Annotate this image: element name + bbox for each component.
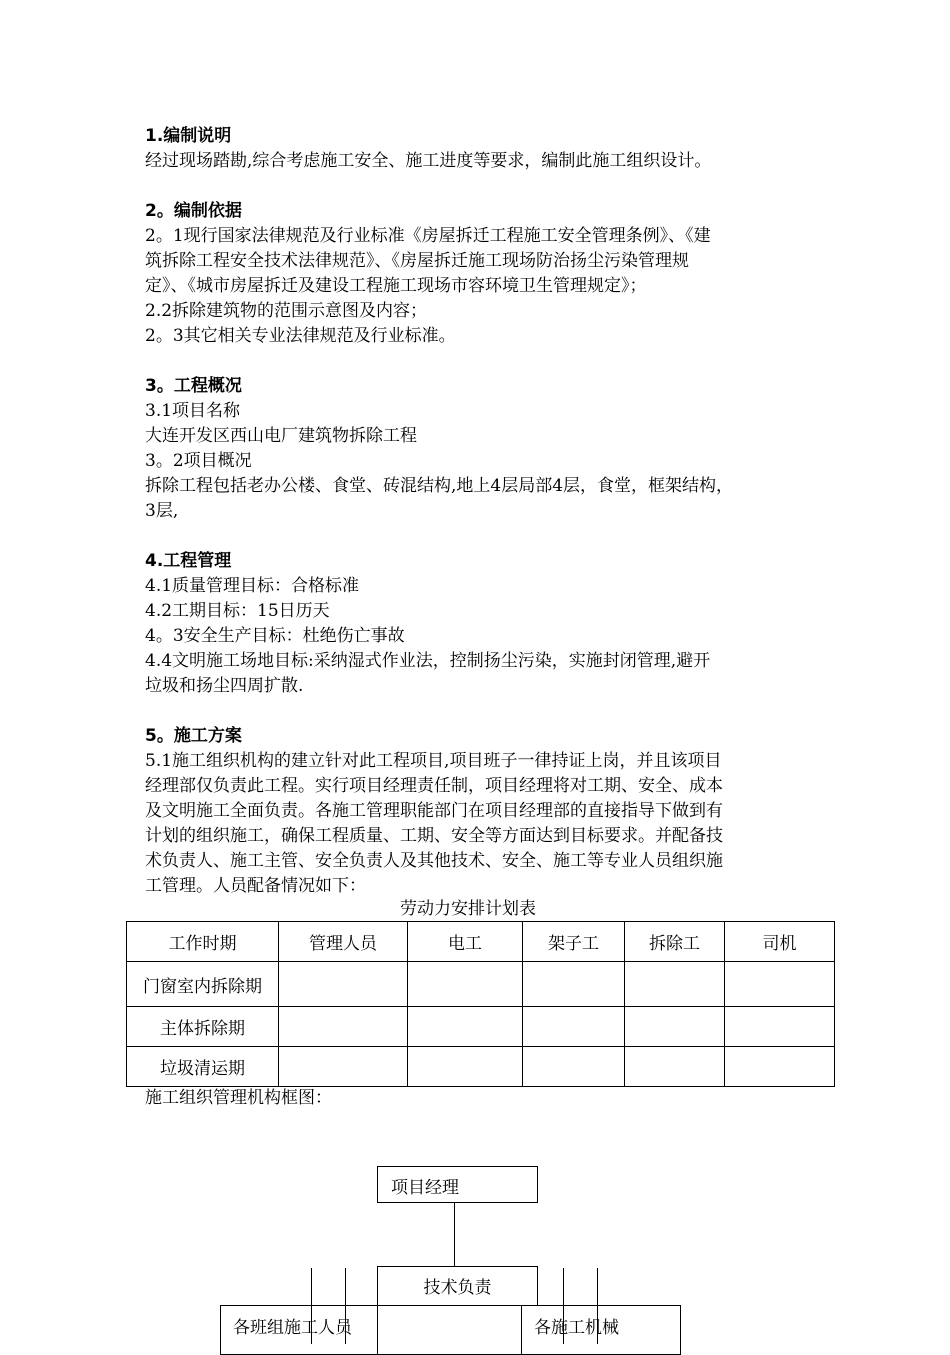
paragraph-line: 2.2拆除建筑物的范围示意图及内容；: [145, 301, 428, 321]
table-cell: [625, 1047, 725, 1087]
table-header-row: [127, 922, 835, 962]
section-heading: 4.工程管理: [145, 551, 232, 571]
org-box-center: [377, 1305, 522, 1355]
org-box-label: 技术负责: [423, 1278, 492, 1298]
table-title: 劳动力安排计划表: [400, 899, 536, 919]
paragraph-line: 4.4文明施工场地目标:采纳湿式作业法，控制扬尘污染，实施封闭管理,避开: [145, 651, 711, 671]
table-cell: 门窗室内拆除期: [127, 962, 279, 1007]
section-heading: 5。施工方案: [145, 726, 242, 746]
paragraph-line: 3.1项目名称: [145, 401, 241, 421]
paragraph-line: 拆除工程包括老办公楼、食堂、砖混结构,地上4层局部4层，食堂，框架结构，: [145, 476, 734, 496]
paragraph-line: 定》、《城市房屋拆迁及建设工程施工现场市容环境卫生管理规定》；: [145, 276, 647, 296]
table-cell: [625, 1007, 725, 1047]
org-box-machinery: [521, 1305, 681, 1355]
paragraph-line: 4.2工期目标：15日历天: [145, 601, 330, 621]
paragraph-line: 5.1施工组织机构的建立针对此工程项目,项目班子一律持证上岗，并且该项目: [145, 751, 722, 771]
paragraph-line: 术负责人、施工主管、安全负责人及其他技术、安全、施工等专业人员组织施: [145, 851, 723, 871]
paragraph-line: 大连开发区西山电厂建筑物拆除工程: [145, 426, 417, 446]
table-header-cell: 工作时期: [127, 922, 279, 962]
table-cell: [408, 962, 523, 1007]
paragraph-line: 筑拆除工程安全技术法律规范》、《房屋拆迁施工现场防治扬尘污染管理规: [145, 251, 689, 271]
paragraph-line: 3。2项目概况: [145, 451, 252, 471]
table-cell: [523, 962, 625, 1007]
table-header-cell: 拆除工: [625, 922, 725, 962]
table-cell: [625, 962, 725, 1007]
section-heading: 2。编制依据: [145, 201, 242, 221]
table-row: [127, 1047, 835, 1087]
table-cell: [725, 1047, 835, 1087]
table-cell: [523, 1047, 625, 1087]
table-cell: 主体拆除期: [127, 1007, 279, 1047]
table-cell: [408, 1007, 523, 1047]
paragraph-line: 经理部仅负责此工程。实行项目经理责任制，项目经理将对工期、安全、成本: [145, 776, 723, 796]
paragraph-line: 工管理。人员配备情况如下：: [145, 876, 366, 896]
section-heading: 1.编制说明: [145, 126, 232, 146]
table-cell: [279, 962, 408, 1007]
table-cell: [279, 1007, 408, 1047]
org-box-project-manager: [377, 1166, 538, 1203]
section-heading: 3。工程概况: [145, 376, 242, 396]
org-box-label: 各班组施工人员: [233, 1318, 352, 1338]
paragraph-line: 计划的组织施工，确保工程质量、工期、安全等方面达到目标要求。并配备技: [145, 826, 723, 846]
org-box-label: 各施工机械: [534, 1318, 619, 1338]
org-box-crew: [220, 1305, 378, 1355]
paragraph-line: 2。3其它相关专业法律规范及行业标准。: [145, 326, 456, 346]
paragraph-line: 3层,: [145, 501, 179, 521]
document-body: [145, 124, 825, 899]
table-cell: [725, 962, 835, 1007]
connector-line: [454, 1202, 455, 1266]
table-cell: [279, 1047, 408, 1087]
table-cell: [523, 1007, 625, 1047]
paragraph-line: 及文明施工全面负责。各施工管理职能部门在项目经理部的直接指导下做到有: [145, 801, 723, 821]
paragraph-line: 垃圾和扬尘四周扩散.: [145, 676, 304, 696]
table-header-cell: 司机: [725, 922, 835, 962]
paragraph-line: 2。1现行国家法律规范及行业标准《房屋拆迁工程施工安全管理条例》、《建: [145, 226, 711, 246]
table-header-cell: 管理人员: [279, 922, 408, 962]
table-cell: 垃圾清运期: [127, 1047, 279, 1087]
table-header-cell: 电工: [408, 922, 523, 962]
paragraph-line: 4.1质量管理目标：合格标准: [145, 576, 360, 596]
table-cell: [408, 1047, 523, 1087]
org-box-label: 项目经理: [391, 1178, 459, 1198]
paragraph-line: 4。3安全生产目标：杜绝伤亡事故: [145, 626, 405, 646]
org-box-technical-lead: [377, 1266, 538, 1306]
table-row: [127, 1007, 835, 1047]
table-cell: [725, 1007, 835, 1047]
org-chart-caption: 施工组织管理机构框图：: [145, 1088, 332, 1108]
labor-table: [126, 921, 835, 1087]
table-row: [127, 962, 835, 1007]
paragraph-line: 经过现场踏勘,综合考虑施工安全、施工进度等要求，编制此施工组织设计。: [145, 151, 712, 171]
table-header-cell: 架子工: [523, 922, 625, 962]
